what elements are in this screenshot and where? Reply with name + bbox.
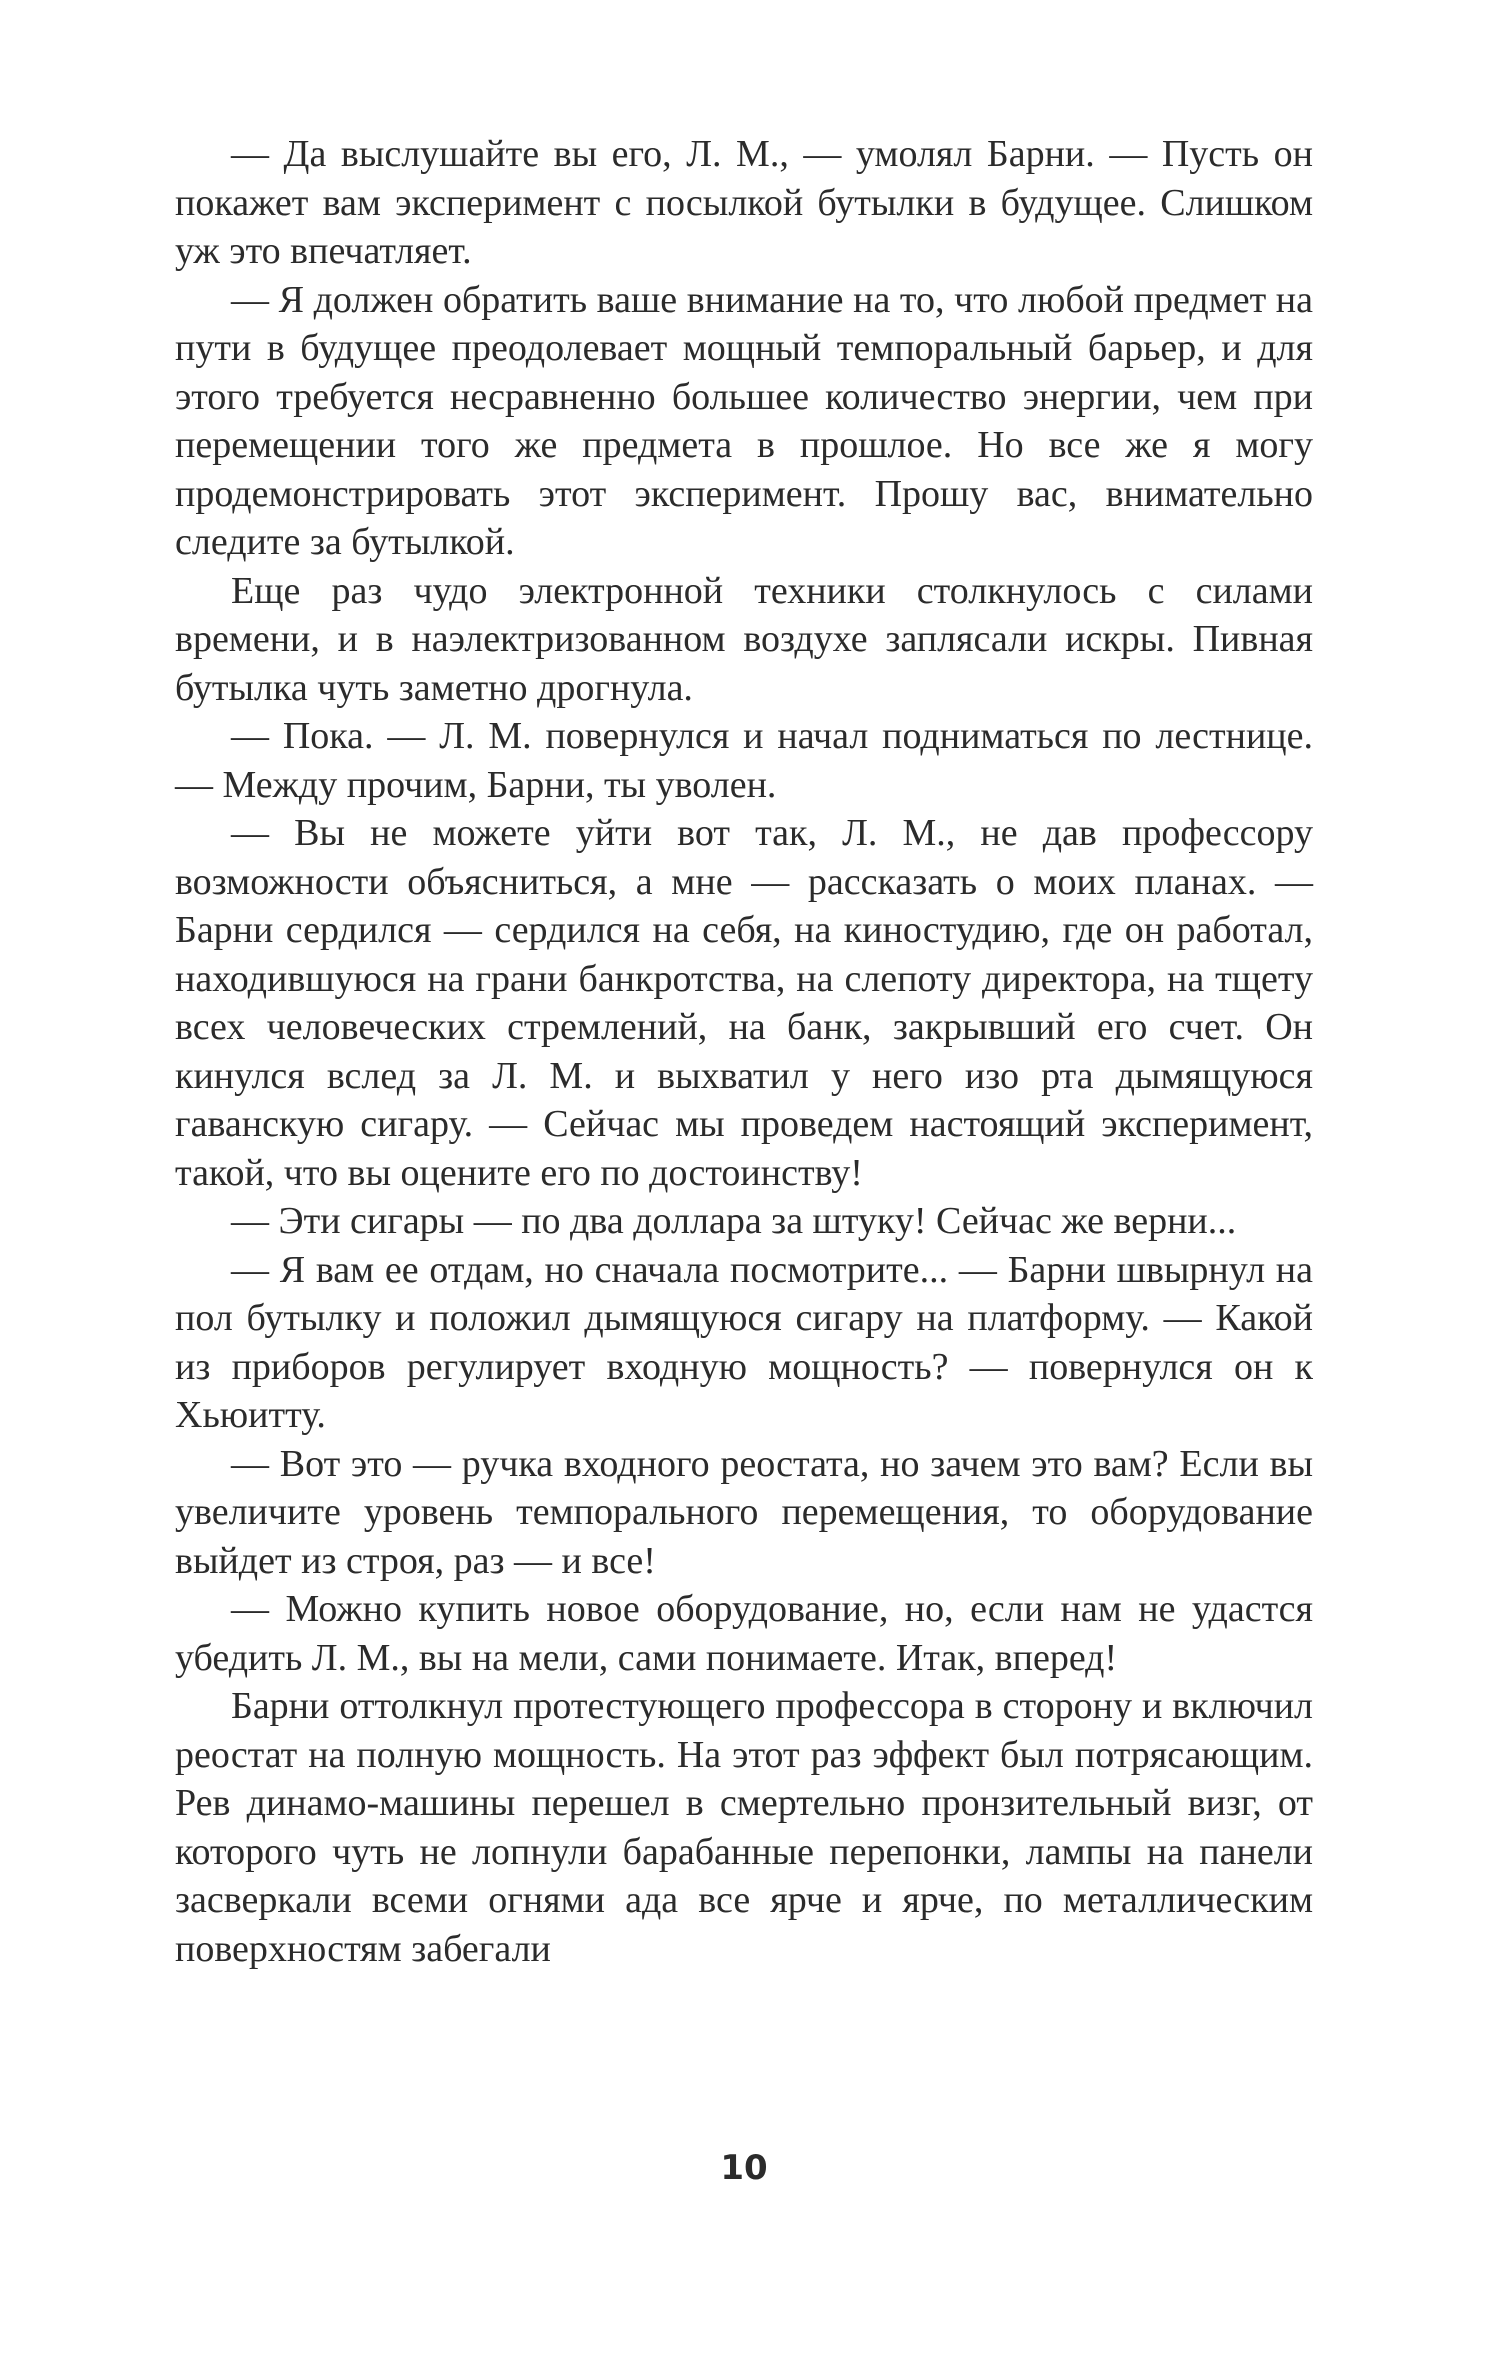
paragraph: — Да выслушайте вы его, Л. М., — умолял Барни. — Пусть он покажет вам эксперимент с посылкой бутылки в будущее. Слишком уж это впечатляет. [175, 133, 1313, 272]
page-number: 10 [720, 2148, 768, 2188]
paragraph: Еще раз чудо электронной техники столкнулось с силами времени, и в наэлектризованном воздухе заплясали искры. Пивная бутылка чуть заметно дрогнула. [175, 569, 1313, 709]
paragraph: — Я вам ее отдам, но сначала посмотрите... — Барни швырнул на пол бутылку и положил дымящуюся сигару на платформу. — Какой из приборов регулирует входную мощность? — повернулся он к Хьюитту. [175, 1248, 1313, 1436]
paragraph: — Пока. — Л. М. повернулся и начал подниматься по лестнице. — Между прочим, Барни, ты уволен. [175, 715, 1313, 806]
page-body [175, 130, 1313, 1973]
paragraph: — Я должен обратить ваше внимание на то, что любой предмет на пути в будущее преодолевает мощный темпоральный барьер, и для этого требуется несравненно большее количество энергии, чем при перемещении того же предмета в прошлое. Но все же я могу продемонстрировать этот эксперимент. Прошу вас, внимательно следите за бутылкой. [175, 278, 1313, 563]
paragraph: — Вы не можете уйти вот так, Л. М., не дав профессору возможности объясниться, а мне — рассказать о моих планах. — Барни сердился — сердился на себя, на киностудию, где он работал, находившуюся на грани банкротства, на слепоту директора, на тщету всех человеческих стремлений, на банк, закрывший его счет. Он кинулся вслед за Л. М. и выхватил у него изо рта дымящуюся гаванскую сигару. — Сейчас мы проведем настоящий эксперимент, такой, что вы оцените его по достоинству! [175, 812, 1313, 1194]
paragraph: Барни оттолкнул протестующего профессора в сторону и включил реостат на полную мощность. На этот раз эффект был потрясающим. Рев динамо-машины перешел в смертельно пронзительный визг, от которого чуть не лопнули барабанные перепонки, лампы на панели засверкали всеми огнями ада все ярче и ярче, по металлическим поверхностям забегали [175, 1685, 1313, 1970]
paragraph: — Вот это — ручка входного реостата, но зачем это вам? Если вы увеличите уровень темпорального перемещения, то оборудование выйдет из строя, раз — и все! [175, 1442, 1313, 1582]
paragraph: — Можно купить новое оборудование, но, если нам не удастся убедить Л. М., вы на мели, сами понимаете. Итак, вперед! [175, 1588, 1313, 1679]
paragraph: — Эти сигары — по два доллара за штуку! Сейчас же верни... [231, 1200, 1237, 1242]
